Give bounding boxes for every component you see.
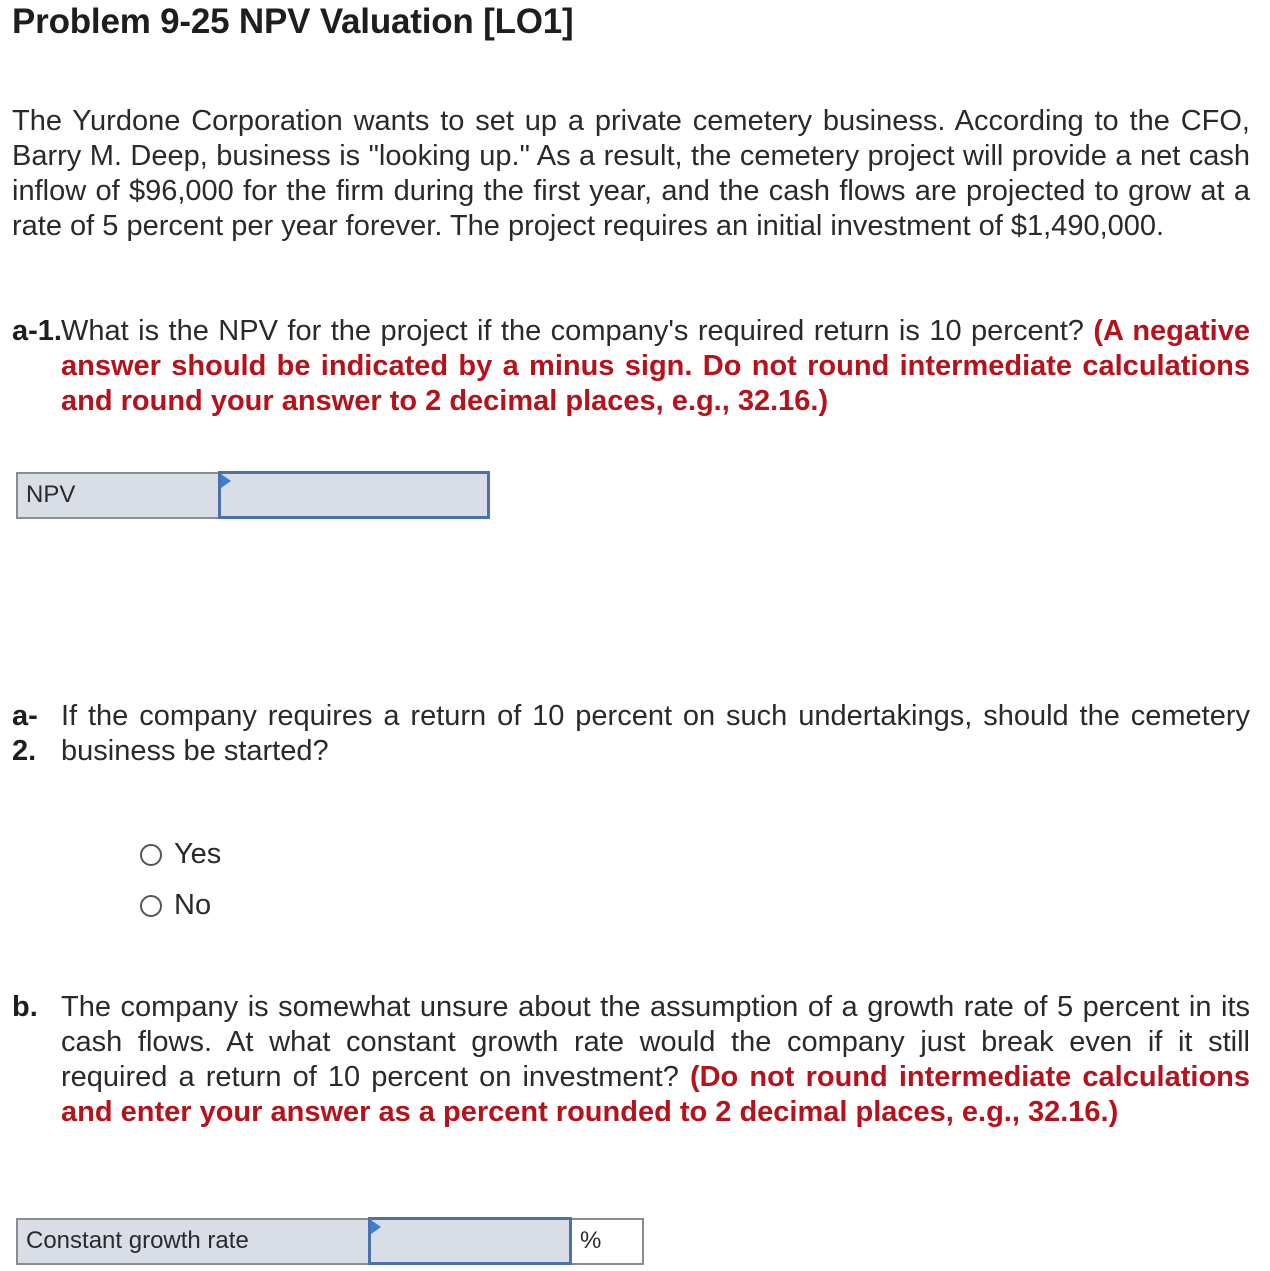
question-a1-text: What is the NPV for the project if the company's required return is 10 percent? bbox=[61, 315, 1094, 347]
question-b-body bbox=[61, 990, 1250, 1130]
npv-label: NPV bbox=[17, 473, 220, 518]
question-a2-label-line1: a- bbox=[12, 700, 38, 732]
radio-option-yes[interactable] bbox=[140, 829, 221, 880]
question-a2 bbox=[12, 699, 1250, 769]
input-marker-icon bbox=[221, 474, 231, 488]
growth-rate-label: Constant growth rate bbox=[17, 1219, 370, 1264]
question-a2-label-line2: 2. bbox=[12, 735, 37, 767]
radio-circle-yes[interactable] bbox=[140, 844, 162, 866]
question-a1-label: a-1. bbox=[12, 315, 62, 347]
question-a2-text: If the company requires a return of 10 percent on such undertakings, should the cemetery business be started? bbox=[61, 700, 1250, 767]
start-business-radio-group bbox=[140, 829, 221, 931]
npv-answer-table bbox=[16, 471, 490, 519]
npv-input-cell[interactable] bbox=[220, 473, 489, 518]
radio-circle-no[interactable] bbox=[140, 895, 162, 917]
growth-answer-table bbox=[16, 1217, 644, 1265]
npv-input[interactable] bbox=[221, 474, 487, 516]
radio-label-no[interactable]: No bbox=[174, 889, 212, 921]
question-a1 bbox=[12, 314, 1250, 419]
page-title: Problem 9-25 NPV Valuation [LO1] bbox=[12, 2, 574, 41]
input-marker-icon bbox=[371, 1220, 381, 1234]
question-b-instruction: (Do not round intermediate calculations and enter your answer as a percent rounded to 2 decimal places, e.g., 32.16.) bbox=[61, 1061, 1250, 1128]
question-a1-instruction: (A negative answer should be indicated by a minus sign. Do not round intermediate calculations and round your answer to 2 decimal places, e.g., 32.16.) bbox=[61, 315, 1250, 417]
question-b-text: The company is somewhat unsure about the assumption of a growth rate of 5 percent in its cash flows. At what constant growth rate would the company just break even if it still required a return of 10 percent on investment? bbox=[61, 991, 1250, 1093]
radio-option-no[interactable] bbox=[140, 880, 221, 931]
question-a1-body bbox=[61, 314, 1250, 419]
radio-label-yes[interactable]: Yes bbox=[174, 838, 222, 870]
percent-unit: % bbox=[571, 1219, 644, 1264]
question-a2-label bbox=[12, 699, 38, 769]
question-b bbox=[12, 990, 1250, 1130]
growth-rate-input-cell[interactable] bbox=[370, 1219, 571, 1264]
problem-intro: The Yurdone Corporation wants to set up a private cemetery business. According to the CFO, Barry M. Deep, business is "looking up." As a result, the cemetery project will provide a net cash inflow of $96,000 for the firm during the first year, and the cash flows are projected to grow at a rate of 5 percent per year forever. The project requires an initial investment of $1,490,000. bbox=[12, 105, 1250, 242]
growth-rate-input[interactable] bbox=[371, 1220, 569, 1262]
question-b-label: b. bbox=[12, 991, 38, 1023]
